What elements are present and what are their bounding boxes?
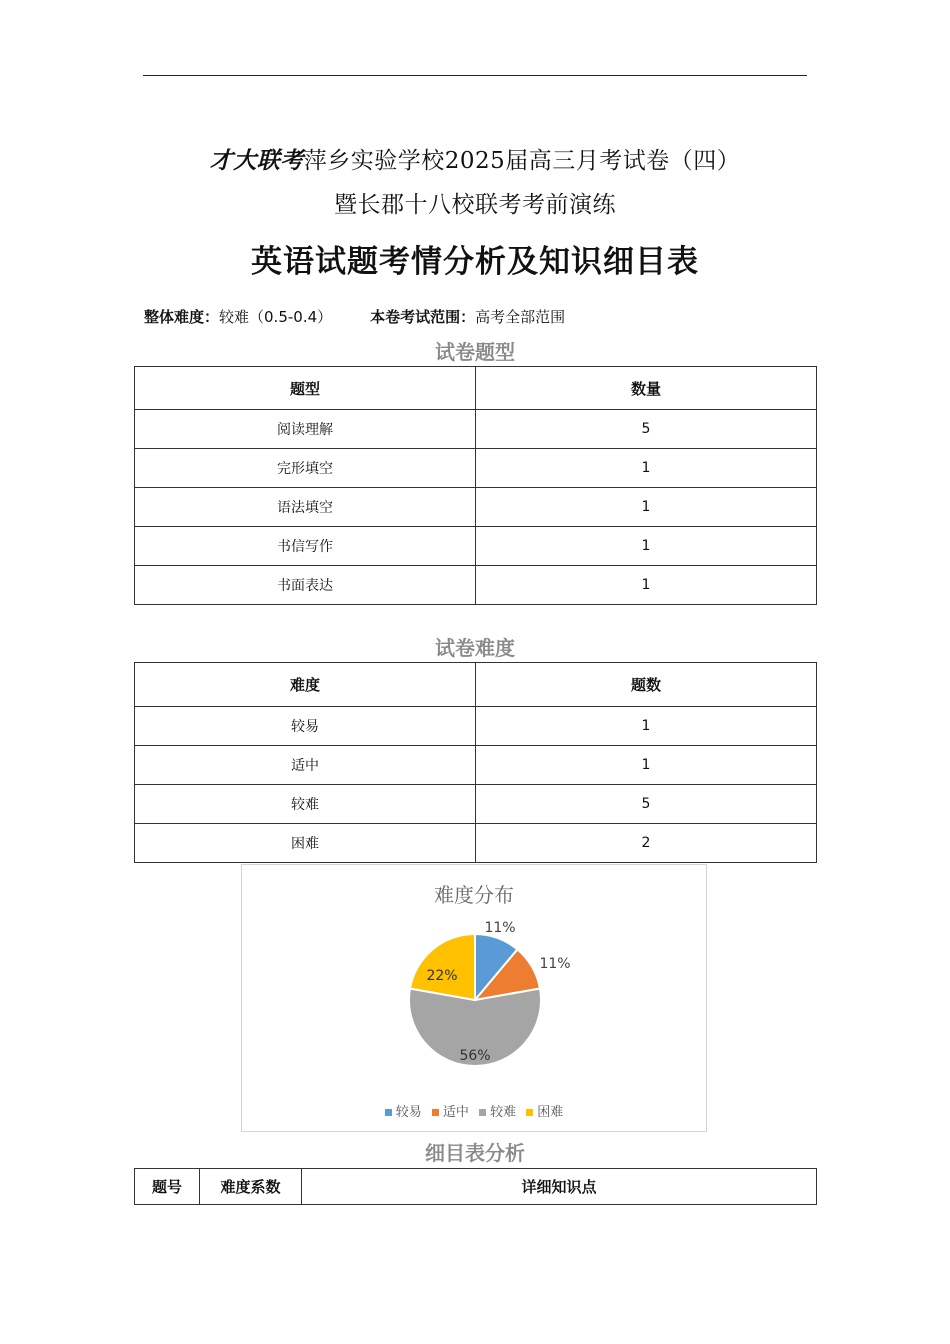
legend-item (432, 1101, 469, 1120)
brand-name: 才大联考 (209, 147, 304, 174)
pie-data-label: 56% (459, 1048, 491, 1064)
difficulty-cell: 困难 (135, 824, 476, 863)
table-row (135, 449, 817, 488)
column-header: 详细知识点 (302, 1169, 817, 1205)
legend-label: 较难 (490, 1105, 517, 1120)
pie-data-label: 11% (484, 920, 516, 936)
type-cell: 阅读理解 (135, 410, 476, 449)
section-title-difficulty: 试卷难度 (435, 636, 515, 660)
count-cell: 2 (476, 824, 817, 863)
pie-chart (242, 865, 706, 1095)
table-row (135, 566, 817, 605)
difficulty-table (134, 662, 817, 863)
difficulty-value: 较难（0.5-0.4） (219, 308, 333, 326)
main-title: 英语试题考情分析及知识细目表 (251, 244, 699, 280)
scope-label: 本卷考试范围： (370, 308, 476, 326)
type-cell: 完形填空 (135, 449, 476, 488)
count-cell: 1 (476, 746, 817, 785)
column-header: 题号 (135, 1169, 200, 1205)
table-row (135, 824, 817, 863)
legend-swatch (479, 1109, 486, 1116)
count-cell: 1 (476, 527, 817, 566)
count-cell: 5 (476, 410, 817, 449)
legend-label: 较易 (395, 1105, 422, 1120)
column-header: 难度系数 (200, 1169, 302, 1205)
count-cell: 1 (476, 488, 817, 527)
legend-swatch (432, 1109, 439, 1116)
legend-swatch (526, 1109, 533, 1116)
question-types-table (134, 366, 817, 605)
legend-item (385, 1101, 422, 1120)
table-header-row (135, 367, 817, 410)
legend-item (479, 1101, 516, 1120)
table-row (135, 488, 817, 527)
legend-swatch (385, 1109, 392, 1116)
exam-title-text: 萍乡实验学校2025届高三月考试卷（四） (303, 148, 741, 174)
count-cell: 1 (476, 449, 817, 488)
difficulty-cell: 适中 (135, 746, 476, 785)
column-header: 数量 (476, 367, 817, 410)
section-title-detail: 细目表分析 (425, 1141, 525, 1165)
difficulty-cell: 较难 (135, 785, 476, 824)
table-row (135, 785, 817, 824)
legend-label: 适中 (442, 1105, 469, 1120)
pie-data-label: 22% (426, 968, 458, 984)
table-header-row (135, 1169, 817, 1205)
top-rule (143, 75, 807, 76)
count-cell: 5 (476, 785, 817, 824)
difficulty-cell: 较易 (135, 707, 476, 746)
count-cell: 1 (476, 707, 817, 746)
difficulty-chart (241, 864, 707, 1132)
table-row (135, 746, 817, 785)
chart-legend (242, 1101, 706, 1120)
type-cell: 书信写作 (135, 527, 476, 566)
type-cell: 书面表达 (135, 566, 476, 605)
chart-title: 难度分布 (434, 883, 514, 907)
column-header: 难度 (135, 663, 476, 707)
exam-title-line2: 暨长郡十八校联考考前演练 (334, 192, 616, 218)
pie-slice-困难 (410, 934, 475, 1000)
count-cell: 1 (476, 566, 817, 605)
column-header: 题型 (135, 367, 476, 410)
section-title-question-types: 试卷题型 (435, 340, 515, 364)
table-row (135, 410, 817, 449)
table-header-row (135, 663, 817, 707)
column-header: 题数 (476, 663, 817, 707)
exam-meta (144, 306, 565, 327)
detail-table (134, 1168, 817, 1205)
pie-data-label: 11% (539, 956, 571, 972)
legend-label: 困难 (537, 1105, 564, 1120)
table-row (135, 527, 817, 566)
legend-item (526, 1101, 563, 1120)
table-row (135, 707, 817, 746)
exam-title-line1 (0, 142, 950, 175)
scope-value: 高考全部范围 (475, 308, 566, 326)
type-cell: 语法填空 (135, 488, 476, 527)
difficulty-label: 整体难度： (144, 308, 220, 326)
